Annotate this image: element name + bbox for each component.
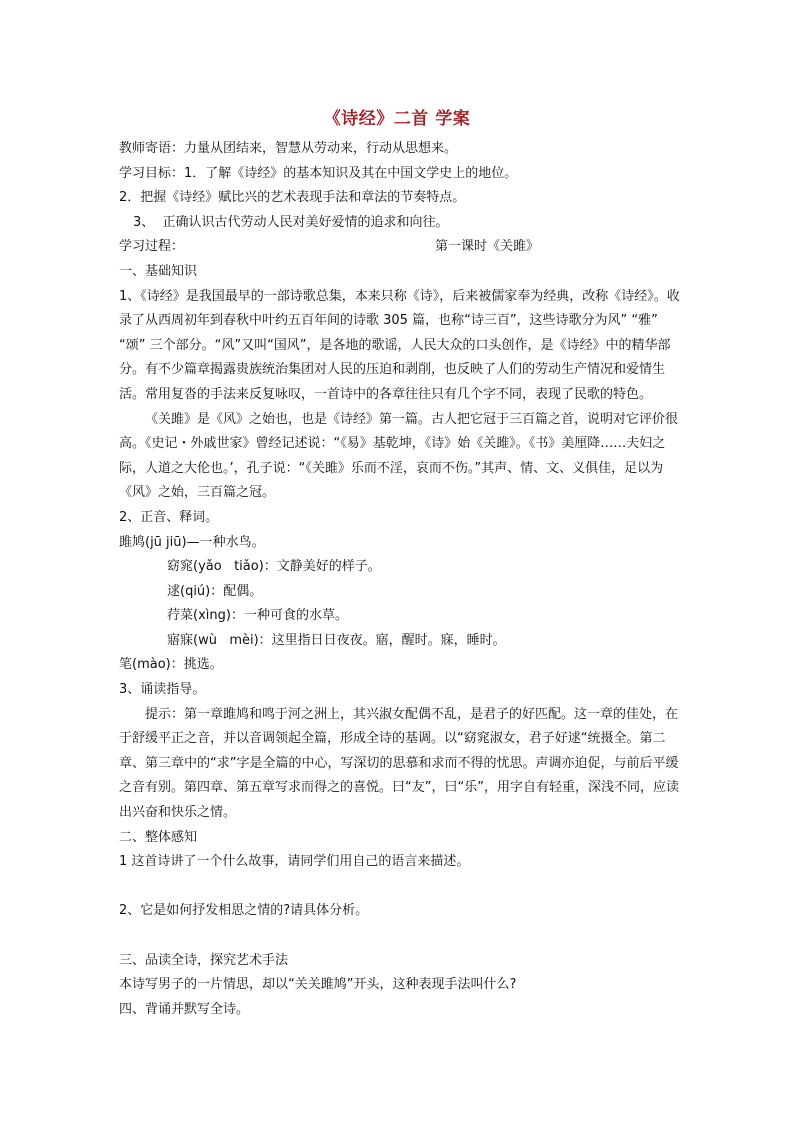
question-1: 1 这首诗讲了一个什么故事，请同学们用自己的语言来描述。 bbox=[119, 854, 470, 870]
word-qiu: 逑(qiú)：配偶。 bbox=[167, 583, 263, 599]
goal-1: 学习目标：1．了解《诗经》的基本知识及其在中国文学史上的地位。 bbox=[119, 165, 518, 181]
word-mao: 笔(mào)：挑选。 bbox=[119, 657, 223, 673]
reading-tips: 提示：第一章雎鸠和鸣于河之洲上，其兴淑女配偶不乱，是君子的好匹配。这一章的佳处，在于舒缓平正之音，并以音调领起全篇，形成全诗的基调。以“窈窕淑女，君子好逑“统摄全。第二章、第三章中的“求”字是全篇的中心，写深切的思慕和求而不得的忧思。声调亦迫促，与前后平缓之音有别。第四章、第五章写求而得之的喜悦。曰“友”，曰“乐”，用字自有轻重，深浅不同，应读出兴奋和快乐之情。 bbox=[119, 706, 679, 821]
section-2-heading: 二、整体感知 bbox=[119, 829, 198, 845]
section-3-heading: 三、品读全诗，探究艺术手法 bbox=[119, 952, 289, 968]
word-yaotiao: 窈窕(yǎo tiǎo)：文静美好的样子。 bbox=[167, 559, 381, 575]
word-jujiu: 雎鸠(jū jiū)—一种水鸟。 bbox=[119, 534, 265, 550]
answer-space bbox=[119, 875, 685, 900]
word-wumei: 寤寐(wù mèi)：这里指日日夜夜。寤，醒时。寐，睡时。 bbox=[167, 632, 506, 648]
question-2: 2、它是如何抒发相思之情的?请具体分析。 bbox=[119, 903, 369, 919]
page-title: 《诗经》二首 学案 bbox=[323, 109, 471, 129]
goal-2: 2．把握《诗经》赋比兴的艺术表现手法和章法的节奏特点。 bbox=[119, 190, 466, 206]
teacher-words: 教师寄语：力量从团结来，智慧从劳动来，行动从思想来。 bbox=[119, 141, 458, 156]
section-3-question: 本诗写男子的一片情思，却以“关关雎鸠”开头，这种表现手法叫什么? bbox=[119, 977, 517, 993]
section-4-heading: 四、背诵并默写全诗。 bbox=[119, 1001, 250, 1017]
section-1-paragraph-2: 《关雎》是《风》之始也，也是《诗经》第一篇。古人把它冠于三百篇之首，说明对它评价很高。《史记・外戚世家》曾经记述说：“《易》基乾坤，《诗》始《关雎》。《书》美厘降……夫妇之际，人道之大伦也。’，孔子说：“《关雎》乐而不淫，哀而不伤。”其声、情、文、义俱佳，足以为《风》之始，三百篇之冠。 bbox=[119, 411, 679, 501]
answer-space bbox=[119, 924, 685, 949]
process-row bbox=[119, 235, 685, 260]
document-body bbox=[119, 137, 685, 1022]
word-xingcai: 荇菜(xìng)：一种可食的水草。 bbox=[167, 608, 348, 624]
subsection-reading: 3、诵读指导。 bbox=[119, 682, 206, 698]
lesson-title: 第一课时《关雎》 bbox=[435, 239, 540, 255]
goal-3: 3、 正确认识古代劳动人民对美好爱情的追求和向往。 bbox=[133, 214, 449, 230]
section-1-heading: 一、基础知识 bbox=[119, 263, 198, 279]
subsection-pronunciation: 2、正音、释词。 bbox=[119, 509, 219, 525]
process-label: 学习过程： bbox=[119, 239, 185, 255]
section-1-paragraph-1: 1、《诗经》是我国最早的一部诗歌总集，本来只称《诗》，后来被儒家奉为经典，改称《诗经》。收录了从西周初年到春秋中叶约五百年间的诗歌 305 篇，也称“诗三百”，这些诗歌分为风” “雅” “颂” 三个部分。“风”又叫“国风”，是各地的歌谣，人民大众的口头创作，是《诗经》中的精华部分。有不少篇章揭露贵族统治集团对人民的压迫和剥削，也反映了人们的劳动生产情况和爱情生活。常用复沓的手法来反复咏叹，一首诗中的各章往往只有几个字不同，表现了民歌的特色。 bbox=[119, 288, 680, 402]
